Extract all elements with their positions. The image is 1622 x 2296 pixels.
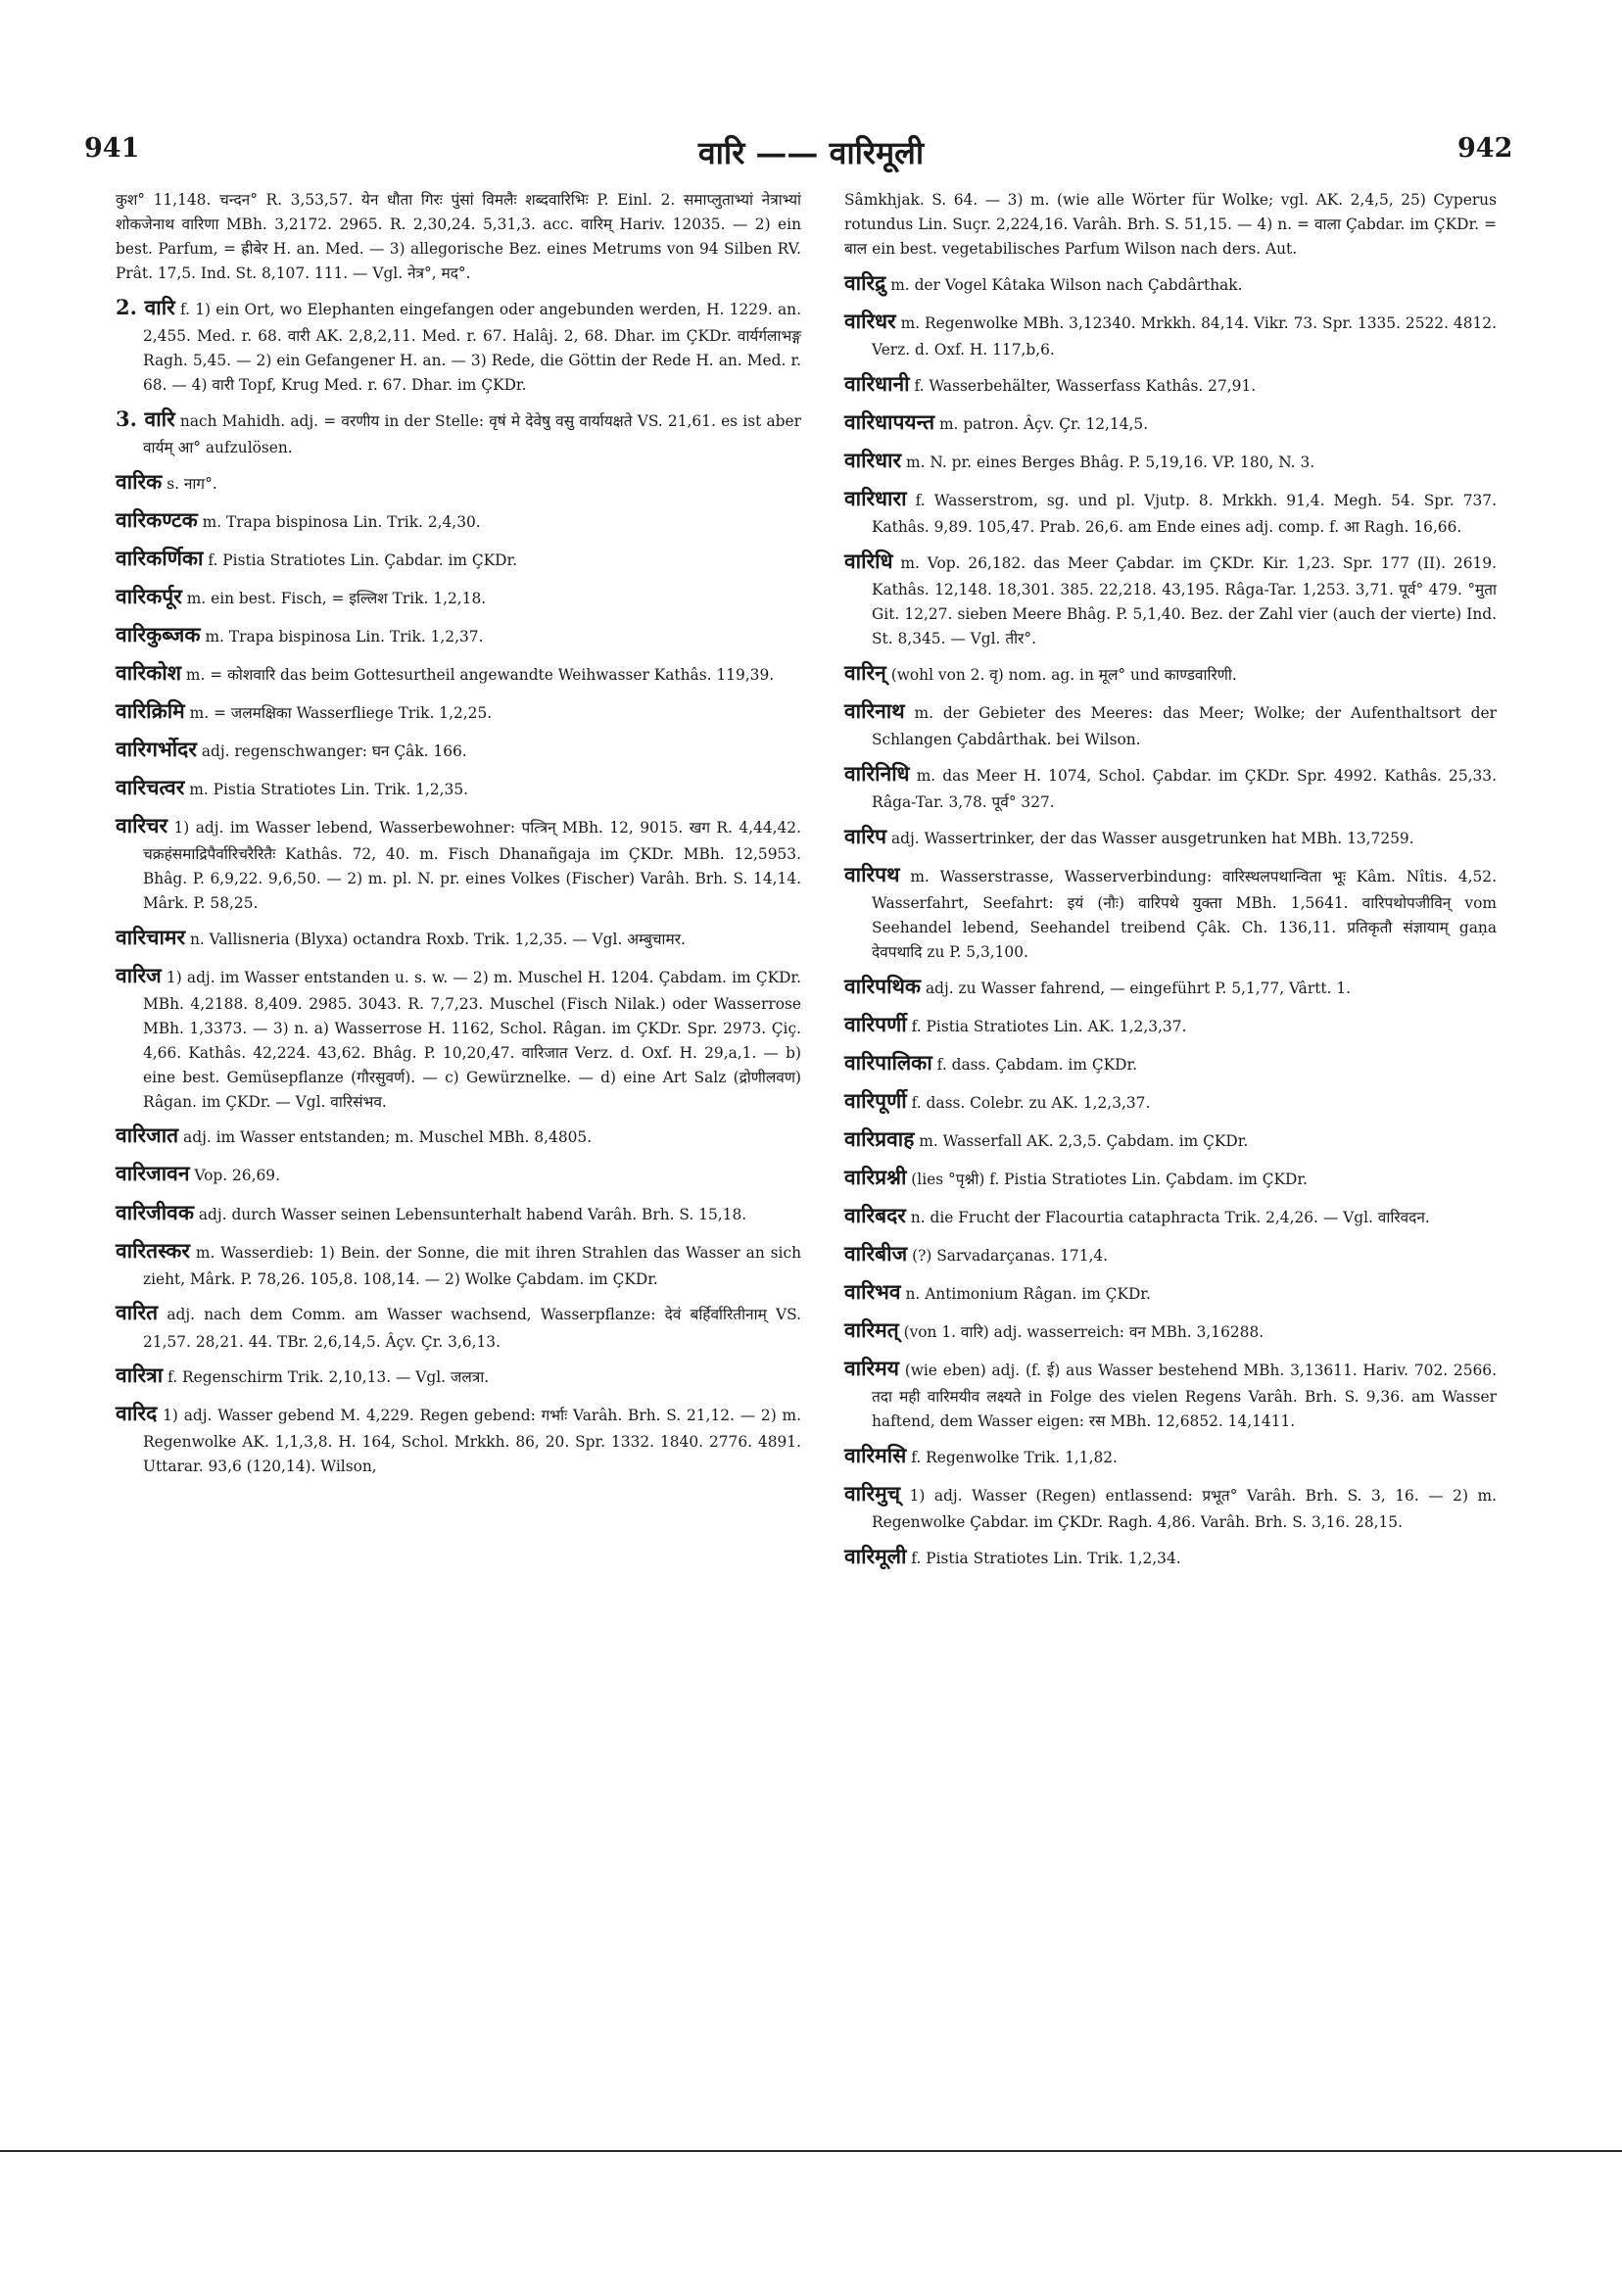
entry-headword: वारिमूली bbox=[844, 1543, 907, 1568]
entry-text: n. Vallisneria (Blyxa) octandra Roxb. Trik. 1,2,35. — Vgl. अम्बुचामर. bbox=[189, 930, 686, 948]
dictionary-entry bbox=[116, 1196, 801, 1229]
entry-text: m. Wasserstrasse, Wasserverbindung: वारिस्थलपथान्विता भूः Kâm. Nîtis. 4,52. Wasserfahrt, Seefahrt: इयं (नौः) वारिपथे युक्ता MBh. 1,5641. वारिपथोपजीविन् vom Seehandel lebend, Seehandel treibend Çâk. Ch. 136,11. प्रतिकृतौ संज्ञायाम् gaṇa देवपथादि zu P. 5,3,100. bbox=[872, 867, 1497, 961]
dictionary-entry bbox=[844, 820, 1497, 853]
entry-headword: वारिपथिक bbox=[844, 973, 922, 998]
dictionary-entry bbox=[844, 482, 1497, 540]
entry-headword: 2. वारि bbox=[116, 294, 175, 319]
entry-headword: वारिमत् bbox=[844, 1316, 899, 1342]
dictionary-entry bbox=[116, 188, 801, 286]
dictionary-entry bbox=[844, 1008, 1497, 1041]
right-column bbox=[844, 188, 1497, 1578]
dictionary-entry bbox=[844, 1199, 1497, 1232]
dictionary-entry bbox=[116, 618, 801, 651]
entry-headword: वारिनाथ bbox=[844, 697, 905, 723]
dictionary-entry bbox=[116, 733, 801, 766]
entry-text: f. Pistia Stratiotes Lin. Trik. 1,2,34. bbox=[911, 1549, 1181, 1567]
entry-headword: वारिपालिका bbox=[844, 1049, 932, 1075]
dictionary-entry bbox=[116, 403, 801, 460]
entry-headword: वारिचत्वर bbox=[116, 774, 185, 799]
entry-text: (?) Sarvadarçanas. 171,4. bbox=[912, 1246, 1109, 1265]
entry-headword: वारिद्रु bbox=[844, 269, 886, 295]
dictionary-entry bbox=[116, 694, 801, 728]
entry-headword: वारिक्रिमि bbox=[116, 697, 185, 723]
dictionary-entry bbox=[844, 266, 1497, 300]
entry-text: n. Antimonium Râgan. im ÇKDr. bbox=[905, 1284, 1151, 1303]
entry-headword: वारिप bbox=[844, 823, 887, 848]
entry-text: m. N. pr. eines Berges Bhâg. P. 5,19,16. VP. 180, N. 3. bbox=[906, 453, 1315, 471]
entry-headword: वारिद bbox=[116, 1401, 158, 1426]
entry-headword: वारिबीज bbox=[844, 1240, 908, 1266]
left-column bbox=[116, 188, 801, 1484]
entry-headword: वारिजीवक bbox=[116, 1199, 194, 1224]
entry-headword: वारिपथ bbox=[844, 861, 900, 886]
dictionary-entry bbox=[844, 656, 1497, 690]
dictionary-entry bbox=[844, 1540, 1497, 1573]
dictionary-entry bbox=[844, 545, 1497, 651]
entry-text: f. 1) ein Ort, wo Elephanten eingefangen oder angebunden werden, H. 1229. an. 2,455. Med. r. 68. वारी AK. 2,8,2,11. Med. r. 67. Halâj. 2, 68. Dhar. im ÇKDr. वार्यर्गलाभङ्ग Ragh. 5,45. — 2) ein Gefangener H. an. — 3) Rede, die Göttin der Rede H. an. Med. r. 68. — 4) वारी Topf, Krug Med. r. 67. Dhar. im ÇKDr. bbox=[143, 300, 801, 394]
entry-headword: वारिधापयन्त bbox=[844, 408, 935, 434]
dictionary-entry bbox=[116, 580, 801, 613]
entry-text: कुश° 11,148. चन्दन° R. 3,53,57. येन धौता गिरः पुंसां विमलैः शब्दवारिभिः P. Einl. 2. समाप्लुताभ्यां नेत्राभ्यां शोकजेनाथ वारिणा MBh. 3,2172. 2965. R. 2,30,24. 5,31,3. acc. वारिम् Hariv. 12035. — 2) ein best. Parfum, = ह्रीबेर H. an. Med. — 3) allegorische Bez. eines Metrums von 94 Silben RV. Prât. 17,5. Ind. St. 8,107. 111. — Vgl. नेत्र°, मद°. bbox=[116, 191, 801, 282]
entry-headword: वारिक bbox=[116, 468, 163, 494]
entry-headword: वारिधर bbox=[844, 308, 896, 333]
dictionary-entry bbox=[116, 1296, 801, 1354]
entry-headword: वारिजावन bbox=[116, 1161, 190, 1186]
entry-headword: वारिप्रवाह bbox=[844, 1125, 915, 1151]
entry-text: f. Regenschirm Trik. 2,10,13. — Vgl. जलत्रा. bbox=[167, 1368, 490, 1387]
entry-text: 1) adj. Wasser gebend M. 4,229. Regen gebend: गर्भाः Varâh. Brh. S. 21,12. — 2) m. Regenwolke AK. 1,1,3,8. H. 164, Schol. Mrkkh. 86, 20. Spr. 1332. 1840. 2776. 4891. Uttarar. 93,6 (120,14). Wilson, bbox=[143, 1407, 801, 1476]
dictionary-entry bbox=[844, 1275, 1497, 1309]
entry-text: m. Wasserdieb: 1) Bein. der Sonne, die mit ihren Strahlen das Wasser an sich zieht, Mârk. P. 78,26. 105,8. 108,14. — 2) Wolke Çabdam. im ÇKDr. bbox=[143, 1243, 801, 1288]
entry-headword: वारिकर्पूर bbox=[116, 583, 182, 608]
dictionary-entry bbox=[844, 1084, 1497, 1118]
entry-text: Vop. 26,69. bbox=[194, 1167, 280, 1185]
entry-headword: वारिचामर bbox=[116, 924, 186, 949]
entry-text: s. नाग°. bbox=[167, 474, 217, 493]
entry-text: m. Vop. 26,182. das Meer Çabdar. im ÇKDr. Kir. 1,23. Spr. 177 (II). 2619. Kathâs. 12,148. 18,301. 385. 22,218. 43,195. Râga-Tar. 1,253. 3,71. पूर्व° 479. °मुता Git. 12,27. sieben Meere Bhâg. P. 5,1,40. Bez. der Zahl vier (auch der vierte) Ind. St. 8,345. — Vgl. तीर°. bbox=[872, 553, 1497, 647]
entry-text: m. der Vogel Kâtaka Wilson nach Çabdârthak. bbox=[890, 275, 1243, 294]
dictionary-entry bbox=[844, 1237, 1497, 1270]
entry-text: 1) adj. im Wasser entstanden u. s. w. — 2) m. Muschel H. 1204. Çabdam. im ÇKDr. MBh. 4,2188. 8,409. 2985. 3043. R. 7,7,23. Muschel (Fisch Nilak.) oder Wasserrose MBh. 1,3373. — 3) n. a) Wasserrose H. 1162, Schol. Râgan. im ÇKDr. Spr. 2973. Çiç. 4,66. Kathâs. 42,224. 43,62. Bhâg. P. 10,20,47. वारिजात Verz. d. Oxf. H. 29,a,1. — b) eine best. Gemüsepflanze (गौरसुवर्ण). — c) Gewürznelke. — d) eine Art Salz (द्रोणीलवण) Râgan. im ÇKDr. — Vgl. वारिसंभव. bbox=[143, 968, 801, 1111]
entry-headword: वारिमुच् bbox=[844, 1480, 901, 1506]
entry-headword: वारिपूर्णी bbox=[844, 1087, 907, 1113]
entry-headword: वारिचर bbox=[116, 812, 168, 837]
dictionary-entry bbox=[116, 1234, 801, 1292]
entry-headword: वारिप्रश्नी bbox=[844, 1164, 907, 1189]
entry-text: adj. nach dem Comm. am Wasser wachsend, Wasserpflanze: देवं बर्हिर्वारितीनाम् VS. 21,57. 28,21. 44. TBr. 2,6,14,5. Âçv. Çr. 3,6,13. bbox=[143, 1306, 801, 1351]
dictionary-entry bbox=[116, 1157, 801, 1190]
entry-text: m. Pistia Stratiotes Lin. Trik. 1,2,35. bbox=[189, 780, 469, 798]
entry-text: n. die Frucht der Flacourtia cataphracta Trik. 2,4,26. — Vgl. वारिवदन. bbox=[910, 1208, 1430, 1226]
entry-text: adj. im Wasser entstanden; m. Muschel MBh. 8,4805. bbox=[183, 1128, 593, 1147]
entry-headword: वारिबदर bbox=[844, 1202, 906, 1227]
entry-headword: वारिन् bbox=[844, 659, 886, 685]
entry-text: m. Wasserfall AK. 2,3,5. Çabdam. im ÇKDr. bbox=[919, 1131, 1249, 1150]
page-number-left: 941 bbox=[84, 133, 140, 164]
entry-text: (lies °पृश्नी) f. Pistia Stratiotes Lin. Çabdam. im ÇKDr. bbox=[911, 1170, 1308, 1188]
entry-headword: वारिकण्टक bbox=[116, 506, 198, 532]
dictionary-entry bbox=[116, 1397, 801, 1479]
entry-headword: वारिगर्भोदर bbox=[116, 736, 197, 761]
entry-text: f. dass. Colebr. zu AK. 1,2,3,37. bbox=[911, 1093, 1151, 1112]
dictionary-entry bbox=[844, 694, 1497, 752]
entry-text: f. dass. Çabdam. im ÇKDr. bbox=[936, 1055, 1138, 1074]
dictionary-entry bbox=[116, 959, 801, 1115]
dictionary-entry bbox=[844, 1161, 1497, 1194]
dictionary-entry bbox=[844, 188, 1497, 262]
entry-headword: वारिमसि bbox=[844, 1442, 907, 1467]
dictionary-entry bbox=[116, 771, 801, 804]
dictionary-entry bbox=[116, 921, 801, 954]
dictionary-entry bbox=[116, 1359, 801, 1392]
entry-text: m. = कोशवारि das beim Gottesurtheil angewandte Weihwasser Kathâs. 119,39. bbox=[185, 665, 775, 684]
entry-text: m. das Meer H. 1074, Schol. Çabdar. im ÇKDr. Spr. 4992. Kathâs. 25,33. Râga-Tar. 3,78. पूर्व° 327. bbox=[872, 766, 1497, 811]
entry-text: f. Pistia Stratiotes Lin. Çabdar. im ÇKDr. bbox=[208, 550, 518, 569]
dictionary-entry bbox=[844, 367, 1497, 401]
entry-headword: 3. वारि bbox=[116, 406, 175, 431]
entry-text: (wie eben) adj. (f. ई) aus Wasser bestehend MBh. 3,13611. Hariv. 702. 2566. तदा मही वारिमयीव लक्ष्यते in Folge des vielen Regens Varâh. Brh. S. 9,36. am Wasser haftend, dem Wasser eigen: रस MBh. 12,6852. 14,1411. bbox=[872, 1361, 1497, 1430]
dictionary-entry bbox=[844, 1352, 1497, 1434]
entry-text: m. patron. Âçv. Çr. 12,14,5. bbox=[938, 414, 1149, 433]
entry-text: adj. durch Wasser seinen Lebensunterhalt habend Varâh. Brh. S. 15,18. bbox=[198, 1205, 747, 1223]
bottom-rule bbox=[0, 2150, 1622, 2152]
dictionary-entry bbox=[844, 1123, 1497, 1156]
dictionary-entry bbox=[844, 970, 1497, 1003]
entry-headword: वारिधानी bbox=[844, 370, 910, 396]
dictionary-entry bbox=[844, 858, 1497, 965]
dictionary-entry bbox=[116, 291, 801, 398]
entry-text: adj. regenschwanger: घन Çâk. 166. bbox=[201, 741, 467, 760]
entry-headword: वारिजात bbox=[116, 1123, 179, 1148]
entry-headword: वारिधार bbox=[844, 447, 902, 472]
dictionary-entry bbox=[116, 1119, 801, 1152]
entry-text: adj. Wassertrinker, der das Wasser ausgetrunken hat MBh. 13,7259. bbox=[890, 829, 1414, 847]
dictionary-entry bbox=[116, 656, 801, 690]
entry-text: 1) adj. Wasser (Regen) entlassend: प्रभूत° Varâh. Brh. S. 3, 16. — 2) m. Regenwolke Çabdar. im ÇKDr. Ragh. 4,86. Varâh. Brh. S. 3,16. 28,15. bbox=[872, 1486, 1497, 1531]
entry-headword: वारिधि bbox=[844, 548, 893, 573]
entry-headword: वारिधारा bbox=[844, 485, 907, 510]
page-number-right: 942 bbox=[1457, 133, 1513, 164]
entry-headword: वारित्रा bbox=[116, 1363, 164, 1388]
entry-text: Sâmkhjak. S. 64. — 3) m. (wie alle Wörter für Wolke; vgl. AK. 2,4,5, 25) Cyperus rotundus Lin. Suçr. 2,224,16. Varâh. Brh. S. 51,15. — 4) n. = वाला Çabdar. im ÇKDr. = बाल ein best. vegetabilisches Parfum Wilson nach ders. Aut. bbox=[844, 191, 1497, 258]
dictionary-entry bbox=[844, 406, 1497, 439]
entry-text: nach Mahidh. adj. = वरणीय in der Stelle: वृषं मे देवेषु वसु वार्यायक्षते VS. 21,61. es ist aber वार्यम् आ° aufzulösen. bbox=[143, 411, 801, 456]
entry-text: (von 1. वारि) adj. wasserreich: वन MBh. 3,16288. bbox=[903, 1322, 1264, 1341]
entry-headword: वारिपर्णी bbox=[844, 1011, 907, 1036]
dictionary-entry bbox=[116, 465, 801, 499]
dictionary-entry bbox=[116, 542, 801, 575]
dictionary-entry bbox=[844, 757, 1497, 815]
dictionary-entry bbox=[844, 1046, 1497, 1079]
dictionary-entry bbox=[844, 444, 1497, 477]
entry-text: f. Pistia Stratiotes Lin. AK. 1,2,3,37. bbox=[911, 1017, 1187, 1035]
dictionary-entry bbox=[116, 809, 801, 916]
entry-text: m. = जलमक्षिका Wasserfliege Trik. 1,2,25. bbox=[189, 703, 493, 722]
dictionary-entry bbox=[844, 305, 1497, 362]
entry-text: 1) adj. im Wasser lebend, Wasserbewohner: पत्त्रिन् MBh. 12, 9015. खग R. 4,44,42. चक्रहंसमाद्रिपैर्वारिचरैरितैः Kathâs. 72, 40. m. Fisch Dhanañgaja im ÇKDr. MBh. 12,5953. Bhâg. P. 6,9,22. 9,6,50. — 2) m. pl. N. pr. eines Volkes (Fischer) Varâh. Brh. S. 14,14. Mârk. P. 58,25. bbox=[143, 818, 801, 912]
entry-headword: वारित bbox=[116, 1300, 159, 1325]
entry-headword: वारितस्कर bbox=[116, 1237, 190, 1263]
entry-text: m. der Gebieter des Meeres: das Meer; Wolke; der Aufenthaltsort der Schlangen Çabdârthak. bei Wilson. bbox=[872, 703, 1497, 748]
entry-headword: वारिकर्णिका bbox=[116, 545, 204, 570]
entry-headword: वारिमय bbox=[844, 1355, 899, 1380]
entry-text: m. Trapa bispinosa Lin. Trik. 2,4,30. bbox=[202, 512, 481, 531]
entry-text: f. Regenwolke Trik. 1,1,82. bbox=[911, 1448, 1118, 1466]
entry-text: adj. zu Wasser fahrend, — eingeführt P. 5,1,77, Vârtt. 1. bbox=[925, 979, 1352, 997]
entry-text: (wohl von 2. वृ) nom. ag. in मूल° und काण्डवारिणी. bbox=[890, 665, 1237, 684]
entry-text: m. Regenwolke MBh. 3,12340. Mrkkh. 84,14. Vikr. 73. Spr. 1335. 2522. 4812. Verz. d. Oxf. H. 117,b,6. bbox=[872, 313, 1497, 359]
entry-text: m. Trapa bispinosa Lin. Trik. 1,2,37. bbox=[205, 627, 484, 646]
running-head: वारि —— वारिमूली bbox=[697, 134, 925, 171]
entry-text: m. ein best. Fisch, = इल्लिश Trik. 1,2,18. bbox=[186, 589, 487, 607]
entry-headword: वारिकोश bbox=[116, 659, 181, 685]
dictionary-entry bbox=[844, 1314, 1497, 1347]
entry-headword: वारिभव bbox=[844, 1278, 901, 1304]
dictionary-entry bbox=[844, 1477, 1497, 1535]
dictionary-entry bbox=[844, 1439, 1497, 1472]
entry-text: f. Wasserstrom, sg. und pl. Vjutp. 8. Mrkkh. 91,4. Megh. 54. Spr. 737. Kathâs. 9,89. 105,47. Prab. 26,6. am Ende eines adj. comp. f. आ Ragh. 16,66. bbox=[872, 491, 1497, 536]
entry-text: f. Wasserbehälter, Wasserfass Kathâs. 27,91. bbox=[914, 376, 1257, 395]
entry-headword: वारिज bbox=[116, 962, 162, 987]
entry-headword: वारिकुब्जक bbox=[116, 621, 201, 646]
dictionary-entry bbox=[116, 503, 801, 537]
entry-headword: वारिनिधि bbox=[844, 760, 910, 786]
